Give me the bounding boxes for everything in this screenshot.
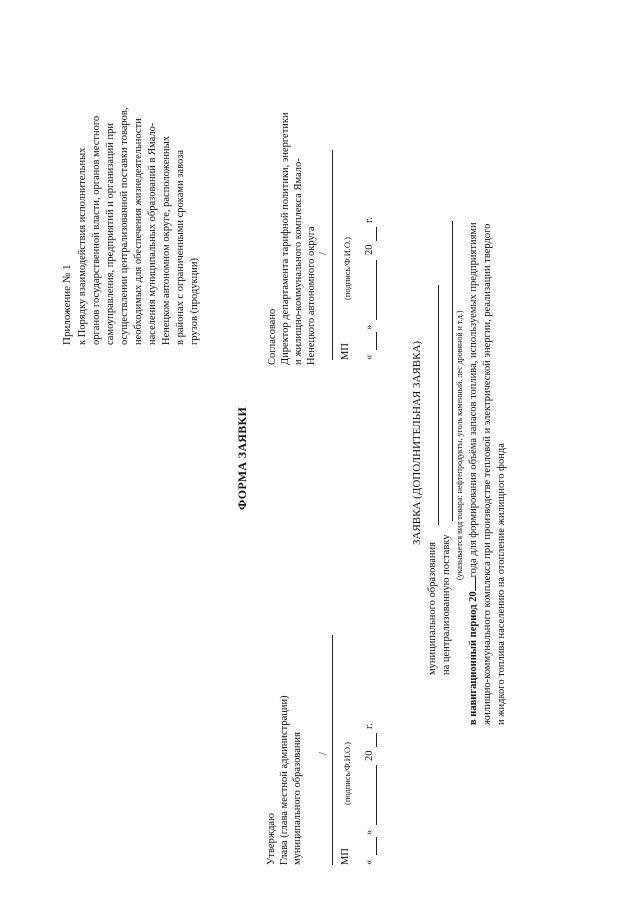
right-approval-line: и жилищно-коммунального комплекса Ямало-: [293, 158, 304, 365]
application-line-5: и жидкого топлива населению на отопление жилищного фонда: [496, 443, 507, 725]
appendix-line: в районах с ограниченными сроками завоза: [175, 149, 186, 345]
appendix-line: грузов (продукции): [189, 258, 200, 345]
right-date-open: «: [364, 354, 375, 360]
left-approval-header: Утверждаю: [266, 813, 277, 865]
left-approval-line: Глава (глава местной администрации): [279, 695, 290, 865]
form-title: ФОРМА ЗАЯВКИ: [235, 406, 249, 510]
left-approval: [265, 635, 304, 865]
left-date-open: «: [364, 859, 375, 865]
navigation-period-label: в навигационный период 20: [468, 591, 479, 725]
appendix-line: к Порядку взаимодействия исполнительных: [77, 147, 88, 345]
left-date-month-line: [376, 765, 377, 825]
delivery-line: [452, 221, 453, 521]
left-approval-line: муниципального образования: [292, 732, 303, 865]
left-date-g: г.: [364, 723, 375, 729]
appendix-line: Ненецком автономном округе, расположенных: [161, 136, 172, 345]
appendix-title: Приложение № 1: [61, 264, 73, 345]
appendix-line: самоуправления, предприятий и организаций при: [105, 123, 116, 345]
right-signature-slash: /: [318, 252, 329, 255]
right-date-year-line: [376, 227, 377, 241]
right-approval-header: Согласовано: [267, 308, 278, 365]
right-approval: [266, 35, 318, 365]
right-date-month-line: [376, 260, 377, 320]
appendix-block: [60, 25, 202, 345]
left-mp-label: МП: [340, 848, 351, 865]
right-date-day-line: [376, 332, 377, 350]
right-signature-line: [332, 150, 333, 360]
right-sign-caption: (подпись/Ф.И.О.): [342, 236, 352, 300]
delivery-label: на централизованную поставку: [441, 534, 452, 675]
left-date-year-line: [376, 733, 377, 747]
right-approval-line: Директор департамента тарифной политики, энергетики: [280, 112, 291, 365]
municipality-line: [438, 285, 439, 525]
right-approval-line: Ненецкого автономного округа: [306, 226, 317, 365]
left-date-day-line: [376, 837, 377, 855]
left-date-close: »: [364, 829, 375, 835]
appendix-line: населения муниципальных образований в Ямало-: [147, 122, 158, 345]
application-line-3: [467, 222, 480, 725]
left-signature-line: [332, 635, 333, 865]
right-date-year: 20: [364, 244, 375, 255]
appendix-line: необходимых для обеспечения жизнедеятельности: [133, 118, 144, 345]
delivery-hint: (указывается вид товара: нефтепродукты, уголь каменный, лес дровяной и т.д.): [455, 310, 464, 580]
right-date-close: »: [364, 324, 375, 330]
left-date-year: 20: [364, 750, 375, 761]
application-title: ЗАЯВКА (ДОПОЛНИТЕЛЬНАЯ ЗАЯВКА): [411, 340, 423, 545]
right-date-g: г.: [364, 217, 375, 223]
left-sign-caption: (подпись/Ф.И.О.): [342, 741, 352, 805]
appendix-line: органов государственной власти, органов местного: [91, 115, 102, 345]
application-line-4: жилищно-коммунального комплекса при производстве тепловой и электрической энергии, реализации твердого: [482, 223, 493, 725]
right-mp-label: МП: [340, 343, 351, 360]
appendix-line: осуществлении централизованной поставки товаров,: [119, 107, 130, 345]
left-signature-slash: /: [318, 752, 329, 755]
year-blank-line: [475, 577, 476, 591]
municipality-label: муниципального образования: [427, 542, 438, 675]
navigation-period-rest: года для формирования объёма запасов топлива, используемых предприятиями: [468, 222, 479, 578]
